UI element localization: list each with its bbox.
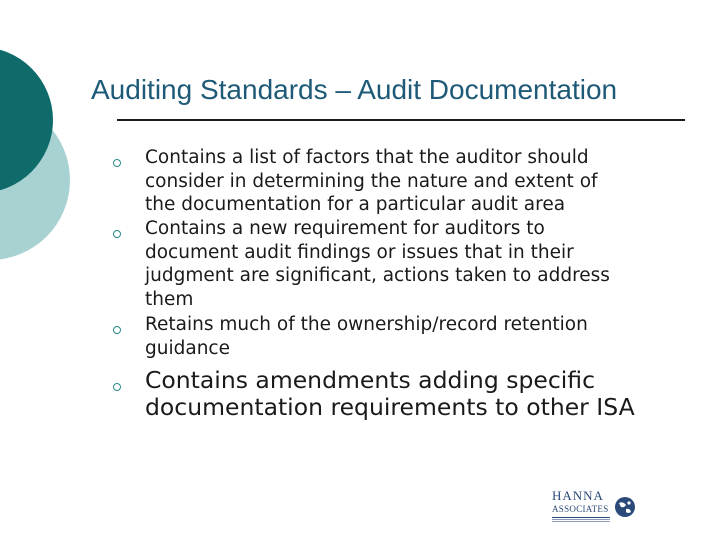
logo-divider	[552, 517, 610, 518]
bullet-marker-icon	[113, 159, 121, 167]
slide-title: Auditing Standards – Audit Documentation	[91, 74, 618, 105]
bullet-text: Contains a list of factors that the auditor should consider in determining the nature and extent of the documentation for a particular audit area	[145, 147, 598, 215]
company-logo	[550, 488, 640, 528]
bullet-marker-icon	[113, 383, 121, 391]
logo-name: HANNA	[552, 488, 604, 503]
bullet-marker-icon	[113, 326, 121, 334]
bullet-text: Contains a new requirement for auditors to document audit findings or issues that in their judgment are significant, actions taken to address them	[145, 218, 610, 310]
logo-subtitle: ASSOCIATES	[552, 504, 609, 514]
bullet-marker-icon	[113, 230, 121, 238]
bullet-text: Contains amendments adding specific documentation requirements to other ISA	[145, 366, 635, 421]
bullet-text: Retains much of the ownership/record retention guidance	[145, 314, 588, 359]
globe-icon	[614, 496, 636, 518]
logo-tagline	[552, 519, 610, 522]
